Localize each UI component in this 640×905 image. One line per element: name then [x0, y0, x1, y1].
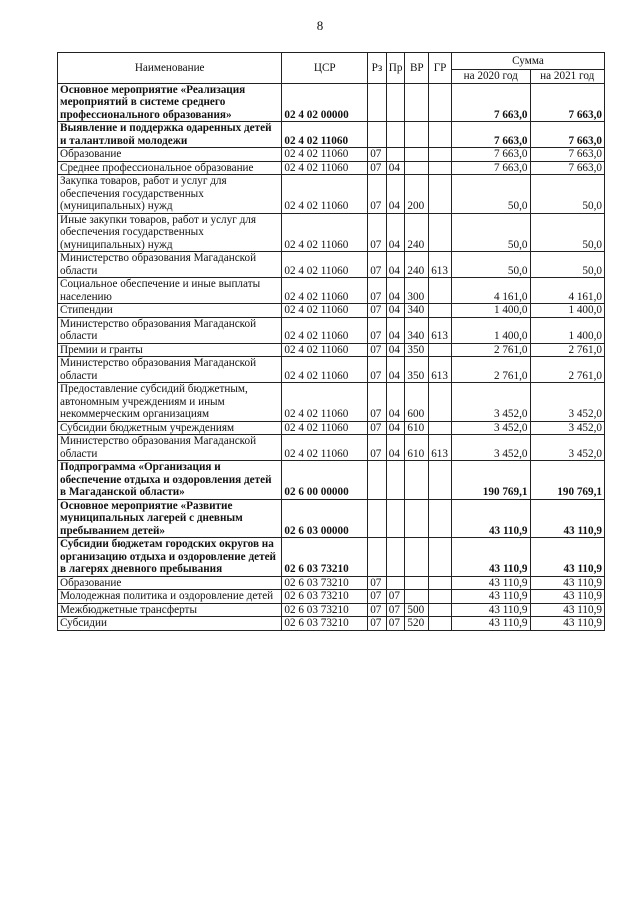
- cell-gr: 613: [429, 435, 452, 461]
- cell-rz: 07: [368, 213, 387, 252]
- cell-gr: [429, 304, 452, 318]
- cell-vr: 340: [405, 304, 429, 318]
- cell-sum-2020: 43 110,9: [451, 603, 530, 617]
- table-row: [58, 499, 605, 538]
- cell-vr: [405, 83, 429, 122]
- table-row: [58, 421, 605, 435]
- cell-pr: 04: [386, 161, 405, 175]
- cell-name: Стипендии: [58, 304, 282, 318]
- cell-gr: [429, 603, 452, 617]
- cell-rz: 07: [368, 576, 387, 590]
- table-row: [58, 343, 605, 357]
- cell-csr: 02 4 02 00000: [282, 83, 368, 122]
- cell-vr: 520: [405, 617, 429, 631]
- cell-csr: 02 6 03 73210: [282, 538, 368, 577]
- cell-vr: [405, 576, 429, 590]
- table-row: [58, 383, 605, 422]
- cell-gr: [429, 617, 452, 631]
- cell-sum-2021: 43 110,9: [530, 617, 605, 631]
- cell-sum-2020: 2 761,0: [451, 357, 530, 383]
- cell-rz: 07: [368, 343, 387, 357]
- cell-gr: [429, 278, 452, 304]
- cell-rz: [368, 122, 387, 148]
- cell-pr: 04: [386, 343, 405, 357]
- cell-vr: [405, 538, 429, 577]
- cell-rz: 07: [368, 383, 387, 422]
- cell-sum-2021: 7 663,0: [530, 148, 605, 162]
- header-vr: ВР: [405, 53, 429, 84]
- table-row: [58, 617, 605, 631]
- cell-gr: [429, 590, 452, 604]
- cell-sum-2020: 3 452,0: [451, 435, 530, 461]
- cell-sum-2020: 43 110,9: [451, 590, 530, 604]
- cell-sum-2021: 50,0: [530, 175, 605, 214]
- cell-sum-2021: 1 400,0: [530, 304, 605, 318]
- cell-pr: 04: [386, 317, 405, 343]
- cell-csr: 02 6 03 73210: [282, 603, 368, 617]
- cell-name: Предоставление субсидий бюджетным, автономным учреждениям и иным некоммерческим организациям: [58, 383, 282, 422]
- cell-rz: 07: [368, 590, 387, 604]
- cell-pr: [386, 499, 405, 538]
- table-body: [58, 83, 605, 630]
- cell-sum-2020: 7 663,0: [451, 161, 530, 175]
- cell-name: Иные закупки товаров, работ и услуг для обеспечения государственных (муниципальных) нужд: [58, 213, 282, 252]
- cell-name: Закупка товаров, работ и услуг для обеспечения государственных (муниципальных) нужд: [58, 175, 282, 214]
- cell-sum-2021: 43 110,9: [530, 603, 605, 617]
- cell-gr: [429, 213, 452, 252]
- cell-vr: [405, 461, 429, 500]
- cell-gr: [429, 461, 452, 500]
- cell-pr: [386, 122, 405, 148]
- cell-sum-2020: 50,0: [451, 252, 530, 278]
- cell-rz: 07: [368, 148, 387, 162]
- cell-sum-2021: 43 110,9: [530, 499, 605, 538]
- cell-sum-2021: 3 452,0: [530, 421, 605, 435]
- cell-csr: 02 6 03 73210: [282, 617, 368, 631]
- cell-name: Субсидии бюджетным учреждениям: [58, 421, 282, 435]
- cell-vr: 350: [405, 343, 429, 357]
- cell-rz: 07: [368, 617, 387, 631]
- cell-rz: 07: [368, 435, 387, 461]
- table-row: [58, 576, 605, 590]
- cell-pr: 04: [386, 213, 405, 252]
- table-row: [58, 213, 605, 252]
- cell-csr: 02 4 02 11060: [282, 252, 368, 278]
- cell-gr: 613: [429, 317, 452, 343]
- cell-csr: 02 4 02 11060: [282, 161, 368, 175]
- cell-csr: 02 4 02 11060: [282, 122, 368, 148]
- cell-csr: 02 6 00 00000: [282, 461, 368, 500]
- cell-rz: 07: [368, 278, 387, 304]
- cell-rz: 07: [368, 161, 387, 175]
- cell-sum-2021: 50,0: [530, 213, 605, 252]
- cell-rz: [368, 499, 387, 538]
- cell-name: Межбюджетные трансферты: [58, 603, 282, 617]
- cell-name: Образование: [58, 148, 282, 162]
- cell-name: Министерство образования Магаданской области: [58, 435, 282, 461]
- cell-sum-2020: 50,0: [451, 213, 530, 252]
- cell-sum-2020: 190 769,1: [451, 461, 530, 500]
- cell-name: Министерство образования Магаданской области: [58, 317, 282, 343]
- cell-gr: [429, 383, 452, 422]
- cell-vr: 610: [405, 421, 429, 435]
- header-sum: Сумма: [451, 53, 604, 70]
- cell-pr: 07: [386, 617, 405, 631]
- table-row: [58, 304, 605, 318]
- cell-name: Образование: [58, 576, 282, 590]
- cell-rz: 07: [368, 357, 387, 383]
- cell-vr: [405, 122, 429, 148]
- cell-name: Выявление и поддержка одаренных детей и талантливой молодежи: [58, 122, 282, 148]
- cell-vr: [405, 590, 429, 604]
- cell-csr: 02 4 02 11060: [282, 278, 368, 304]
- cell-csr: 02 4 02 11060: [282, 383, 368, 422]
- cell-sum-2020: 7 663,0: [451, 122, 530, 148]
- cell-name: Подпрограмма «Организация и обеспечение отдыха и оздоровления детей в Магаданской области»: [58, 461, 282, 500]
- cell-pr: 04: [386, 383, 405, 422]
- cell-csr: 02 4 02 11060: [282, 421, 368, 435]
- cell-name: Основное мероприятие «Реализация мероприятий в системе среднего профессионального образования»: [58, 83, 282, 122]
- table-header: [58, 53, 605, 84]
- header-csr: ЦСР: [282, 53, 368, 84]
- cell-sum-2020: 7 663,0: [451, 148, 530, 162]
- cell-pr: [386, 576, 405, 590]
- cell-sum-2021: 43 110,9: [530, 576, 605, 590]
- cell-name: Основное мероприятие «Развитие муниципальных лагерей с дневным пребыванием детей»: [58, 499, 282, 538]
- cell-pr: 04: [386, 435, 405, 461]
- cell-csr: 02 4 02 11060: [282, 213, 368, 252]
- cell-vr: 610: [405, 435, 429, 461]
- cell-pr: 04: [386, 357, 405, 383]
- cell-vr: 350: [405, 357, 429, 383]
- cell-csr: 02 4 02 11060: [282, 175, 368, 214]
- cell-gr: [429, 576, 452, 590]
- table-row: [58, 83, 605, 122]
- cell-name: Социальное обеспечение и иные выплаты населению: [58, 278, 282, 304]
- cell-rz: 07: [368, 252, 387, 278]
- header-rz: Рз: [368, 53, 387, 84]
- cell-name: Молодежная политика и оздоровление детей: [58, 590, 282, 604]
- cell-csr: 02 4 02 11060: [282, 148, 368, 162]
- cell-name: Министерство образования Магаданской области: [58, 357, 282, 383]
- cell-csr: 02 4 02 11060: [282, 317, 368, 343]
- cell-pr: 04: [386, 252, 405, 278]
- cell-sum-2021: 2 761,0: [530, 343, 605, 357]
- cell-sum-2020: 3 452,0: [451, 383, 530, 422]
- table-row: [58, 175, 605, 214]
- cell-sum-2020: 1 400,0: [451, 304, 530, 318]
- cell-sum-2020: 43 110,9: [451, 617, 530, 631]
- cell-rz: [368, 461, 387, 500]
- header-year-2020: на 2020 год: [451, 70, 530, 84]
- cell-vr: 600: [405, 383, 429, 422]
- cell-sum-2021: 4 161,0: [530, 278, 605, 304]
- cell-gr: [429, 421, 452, 435]
- budget-table: [57, 52, 605, 631]
- cell-csr: 02 4 02 11060: [282, 357, 368, 383]
- cell-sum-2021: 1 400,0: [530, 317, 605, 343]
- table-row: [58, 538, 605, 577]
- cell-name: Субсидии бюджетам городских округов на организацию отдыха и оздоровление детей в лагерях дневного пребывания: [58, 538, 282, 577]
- cell-gr: [429, 538, 452, 577]
- cell-rz: 07: [368, 175, 387, 214]
- table-row: [58, 148, 605, 162]
- cell-sum-2021: 3 452,0: [530, 435, 605, 461]
- cell-sum-2021: 43 110,9: [530, 538, 605, 577]
- table-row: [58, 590, 605, 604]
- cell-sum-2021: 7 663,0: [530, 161, 605, 175]
- table-row: [58, 278, 605, 304]
- cell-rz: 07: [368, 304, 387, 318]
- cell-vr: 300: [405, 278, 429, 304]
- table-row: [58, 122, 605, 148]
- cell-pr: 07: [386, 603, 405, 617]
- cell-sum-2020: 2 761,0: [451, 343, 530, 357]
- cell-gr: 613: [429, 252, 452, 278]
- cell-sum-2021: 190 769,1: [530, 461, 605, 500]
- cell-name: Субсидии: [58, 617, 282, 631]
- cell-rz: 07: [368, 421, 387, 435]
- cell-name: Среднее профессиональное образование: [58, 161, 282, 175]
- cell-gr: 613: [429, 357, 452, 383]
- cell-sum-2020: 4 161,0: [451, 278, 530, 304]
- cell-sum-2021: 50,0: [530, 252, 605, 278]
- cell-sum-2020: 3 452,0: [451, 421, 530, 435]
- cell-vr: [405, 148, 429, 162]
- header-gr: ГР: [429, 53, 452, 84]
- cell-sum-2021: 3 452,0: [530, 383, 605, 422]
- cell-sum-2020: 43 110,9: [451, 576, 530, 590]
- cell-gr: [429, 499, 452, 538]
- cell-vr: [405, 161, 429, 175]
- cell-csr: 02 4 02 11060: [282, 304, 368, 318]
- cell-vr: 200: [405, 175, 429, 214]
- cell-csr: 02 6 03 00000: [282, 499, 368, 538]
- cell-sum-2020: 43 110,9: [451, 499, 530, 538]
- cell-pr: 04: [386, 175, 405, 214]
- table-row: [58, 252, 605, 278]
- cell-pr: [386, 538, 405, 577]
- cell-pr: 04: [386, 304, 405, 318]
- cell-gr: [429, 343, 452, 357]
- cell-sum-2020: 1 400,0: [451, 317, 530, 343]
- cell-vr: 240: [405, 252, 429, 278]
- cell-rz: 07: [368, 317, 387, 343]
- cell-sum-2021: 7 663,0: [530, 83, 605, 122]
- cell-csr: 02 6 03 73210: [282, 590, 368, 604]
- cell-pr: [386, 148, 405, 162]
- page-number: 8: [316, 18, 324, 33]
- cell-csr: 02 4 02 11060: [282, 343, 368, 357]
- cell-name: Премии и гранты: [58, 343, 282, 357]
- cell-pr: 04: [386, 421, 405, 435]
- cell-pr: [386, 83, 405, 122]
- table-row: [58, 603, 605, 617]
- header-year-2021: на 2021 год: [530, 70, 605, 84]
- cell-vr: 240: [405, 213, 429, 252]
- cell-sum-2020: 50,0: [451, 175, 530, 214]
- cell-sum-2021: 43 110,9: [530, 590, 605, 604]
- cell-gr: [429, 83, 452, 122]
- header-name: Наименование: [58, 53, 282, 84]
- cell-pr: 04: [386, 278, 405, 304]
- cell-sum-2020: 43 110,9: [451, 538, 530, 577]
- table-row: [58, 461, 605, 500]
- cell-gr: [429, 148, 452, 162]
- cell-gr: [429, 161, 452, 175]
- table-row: [58, 161, 605, 175]
- cell-gr: [429, 122, 452, 148]
- cell-vr: 500: [405, 603, 429, 617]
- cell-gr: [429, 175, 452, 214]
- header-pr: Пр: [386, 53, 405, 84]
- cell-csr: 02 6 03 73210: [282, 576, 368, 590]
- cell-vr: 340: [405, 317, 429, 343]
- cell-vr: [405, 499, 429, 538]
- cell-sum-2021: 2 761,0: [530, 357, 605, 383]
- table-row: [58, 317, 605, 343]
- cell-sum-2021: 7 663,0: [530, 122, 605, 148]
- cell-sum-2020: 7 663,0: [451, 83, 530, 122]
- cell-pr: [386, 461, 405, 500]
- table-row: [58, 435, 605, 461]
- cell-pr: 07: [386, 590, 405, 604]
- cell-rz: 07: [368, 603, 387, 617]
- table-row: [58, 357, 605, 383]
- cell-rz: [368, 83, 387, 122]
- cell-rz: [368, 538, 387, 577]
- cell-name: Министерство образования Магаданской области: [58, 252, 282, 278]
- cell-csr: 02 4 02 11060: [282, 435, 368, 461]
